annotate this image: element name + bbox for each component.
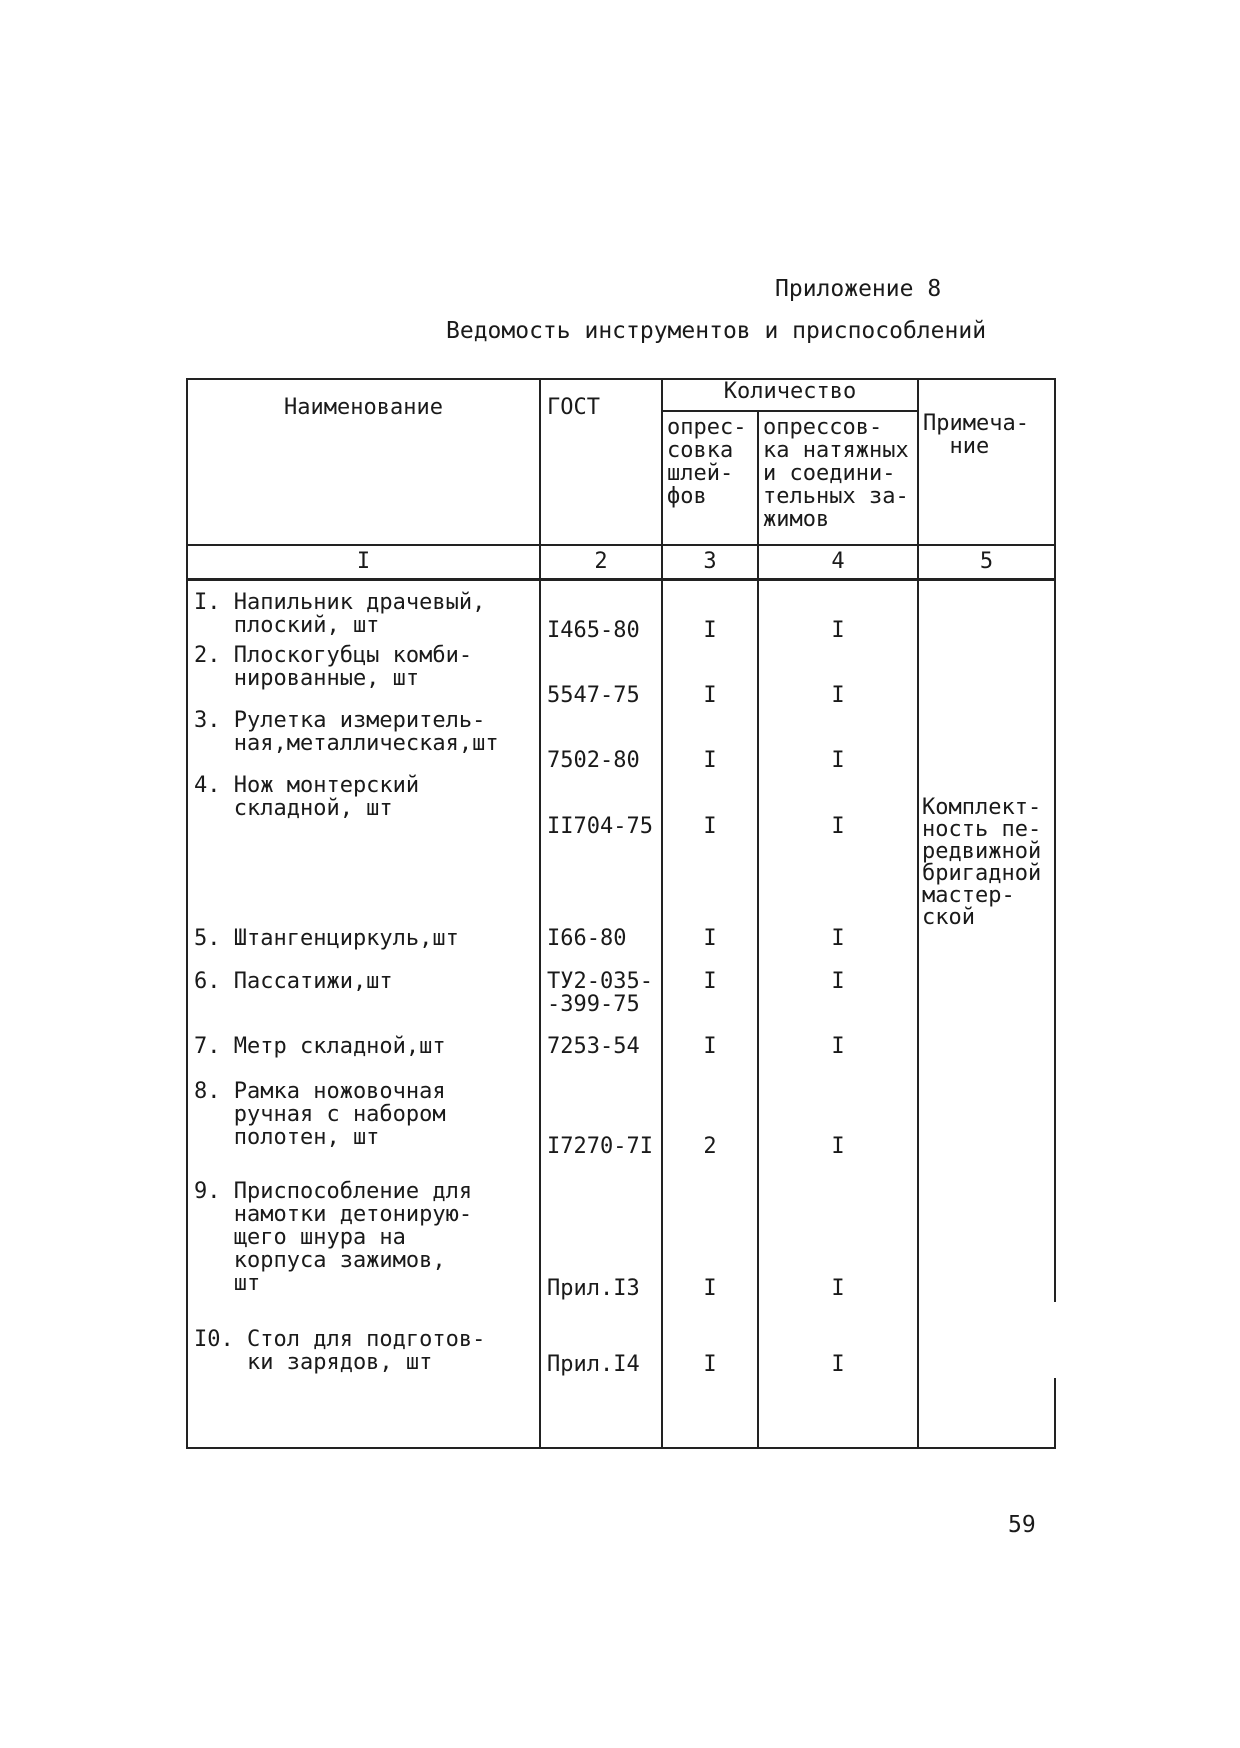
- qty-clamps: I: [758, 1060, 918, 1160]
- tool-name: 3. Рулетка измеритель- ная,металлическая,шт: [187, 709, 540, 774]
- tool-gost: Прил.I4: [540, 1302, 662, 1378]
- header-gost: ГОСТ: [540, 379, 662, 545]
- column-number: 3: [662, 545, 758, 580]
- qty-clamps: I: [758, 896, 918, 952]
- qty-clamps: I: [758, 709, 918, 774]
- qty-clamps: I: [758, 1018, 918, 1060]
- document-title: Ведомость инструментов и приспособлений: [446, 318, 987, 344]
- tool-gost: I7270-7I: [540, 1060, 662, 1160]
- qty-loops: I: [662, 709, 758, 774]
- qty-loops: 2: [662, 1060, 758, 1160]
- qty-clamps: I: [758, 774, 918, 840]
- tool-gost: 7253-54: [540, 1018, 662, 1060]
- qty-loops: I: [662, 1160, 758, 1302]
- tool-name: 4. Нож монтерский складной, шт: [187, 774, 540, 840]
- header-name: Наименование: [187, 379, 540, 545]
- tool-gost: 7502-80: [540, 709, 662, 774]
- column-number: 2: [540, 545, 662, 580]
- tool-gost: I465-80: [540, 580, 662, 644]
- qty-loops: I: [662, 1018, 758, 1060]
- qty-clamps: I: [758, 1302, 918, 1378]
- table-row: [187, 580, 1055, 644]
- qty-clamps: I: [758, 644, 918, 709]
- tool-name: 9. Приспособление для намотки детонирую- щего шнура на корпуса зажимов, шт: [187, 1160, 540, 1302]
- header-quantity-crimp-loops: опрес- совка шлей- фов: [662, 411, 758, 545]
- header-quantity-crimp-clamps: опрессов- ка натяжных и соедини- тельных за- жимов: [758, 411, 918, 545]
- tool-gost: ТУ2-035- -399-75: [540, 952, 662, 1018]
- tool-name: I0. Стол для подготов- ки зарядов, шт: [187, 1302, 540, 1378]
- qty-loops: I: [662, 580, 758, 644]
- tool-gost: I66-80: [540, 896, 662, 952]
- appendix-label: Приложение 8: [775, 276, 942, 302]
- header-note: Примеча- ние: [918, 379, 1055, 545]
- note-cell: [918, 580, 1055, 1302]
- qty-loops: I: [662, 1302, 758, 1378]
- page-number: 59: [1008, 1512, 1036, 1538]
- qty-clamps: I: [758, 1160, 918, 1302]
- column-numbers-row: [187, 545, 1055, 580]
- tool-name: 2. Плоскогубцы комби- нированные, шт: [187, 644, 540, 709]
- tool-gost: 5547-75: [540, 644, 662, 709]
- tool-name: 8. Рамка ножовочная ручная с набором полотен, шт: [187, 1060, 540, 1160]
- column-number: I: [187, 545, 540, 580]
- tool-name: 6. Пассатижи,шт: [187, 952, 540, 1018]
- qty-loops: I: [662, 952, 758, 1018]
- qty-loops: I: [662, 774, 758, 840]
- qty-loops: I: [662, 896, 758, 952]
- qty-clamps: I: [758, 952, 918, 1018]
- note-text: Комплект- ность пе- редвижной бригадной мастер- ской: [922, 795, 1042, 930]
- tool-gost: II704-75: [540, 774, 662, 840]
- tool-name: 5. Штангенциркуль,шт: [187, 896, 540, 952]
- tool-name: 7. Метр складной,шт: [187, 1018, 540, 1060]
- tool-gost: Прил.I3: [540, 1160, 662, 1302]
- table-row: [187, 1302, 1055, 1378]
- column-number: 5: [918, 545, 1055, 580]
- tools-table: [186, 378, 1056, 1449]
- tool-name: I. Напильник драчевый, плоский, шт: [187, 580, 540, 644]
- qty-clamps: I: [758, 580, 918, 644]
- header-quantity: Количество: [662, 379, 918, 411]
- column-number: 4: [758, 545, 918, 580]
- spacer-row: [187, 1378, 1055, 1448]
- qty-loops: I: [662, 644, 758, 709]
